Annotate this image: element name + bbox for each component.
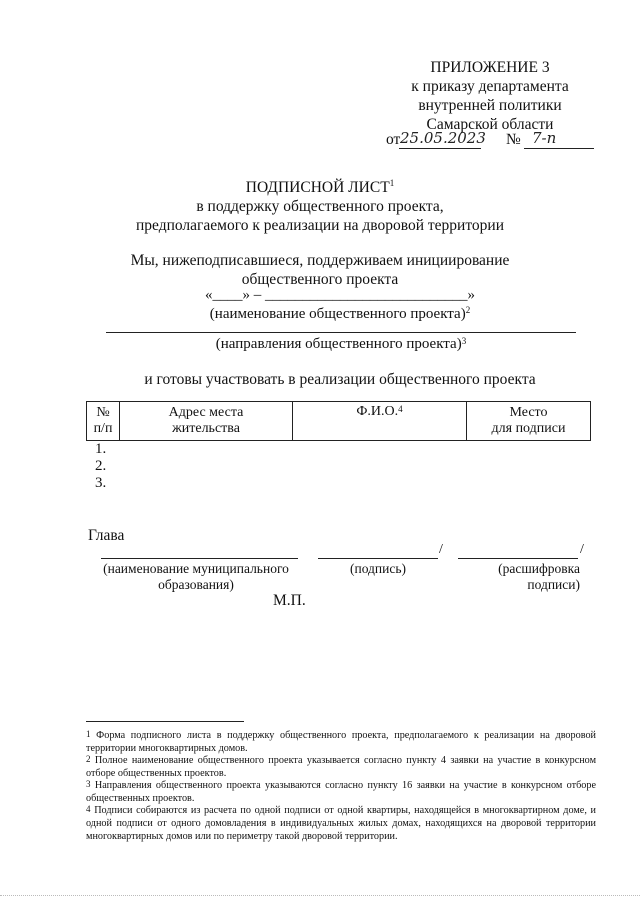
direction-caption: (направления общественного проекта)$^3$ (215, 336, 467, 352)
signature-line (318, 558, 438, 559)
col-signature-header: Место для подписи (467, 402, 591, 441)
municipality-line (101, 558, 298, 559)
footnote-4: $^4$ Подписи собираются из расчета по одной подписи от одной квартиры, находящейся в многоквартирном доме, и одной подписи от одного домовладения в индивидуальных жилых домах, находящихся на дворовой территории многоквартирных домов или по периметру такой дворовой территории. (86, 804, 597, 842)
footnote-2: $^2$ Полное наименование общественного проекта указывается согласно пункту 4 заявки на участие в конкурсном отборе общественных проектов. (86, 754, 597, 779)
title-block (60, 178, 580, 235)
footnote-ref-1: 1 (389, 178, 395, 188)
ready-text: и готовы участвовать в реализации общественного проекта (144, 371, 536, 388)
appendix-title: ПРИЛОЖЕНИЕ 3 (430, 59, 550, 76)
decoding-slash: / (580, 542, 584, 557)
appendix-line-1: к приказу департамента (411, 78, 569, 95)
signature-table (86, 401, 591, 441)
col-number-header: № п/п (87, 402, 120, 441)
appendix-header (380, 58, 600, 134)
head-label: Глава (88, 527, 125, 544)
from-label: от (386, 131, 401, 148)
intro-block (60, 251, 580, 289)
footnote-ref-2: 2 (465, 305, 471, 315)
doc-subtitle-2: предполагаемого к реализации на дворовой территории (135, 217, 504, 234)
table-row: 2. (95, 458, 107, 474)
appendix-line-3: Самарской области (426, 116, 554, 133)
scan-edge (0, 895, 640, 896)
footnote-ref-3: 3 (461, 336, 467, 346)
table-row-numbers (95, 441, 106, 492)
doc-title: ПОДПИСНОЙ ЛИСТ$^1$ (245, 178, 395, 196)
number-label: № (506, 131, 521, 148)
footnote-1: $^1$ Форма подписного листа в поддержку общественного проекта, предполагаемого к реализации на дворовой территории многоквартирных домов. (86, 729, 596, 754)
signature-slash: / (439, 542, 443, 557)
appendix-line-2: внутренней политики (418, 97, 562, 114)
order-date-row (386, 131, 596, 151)
col-address-header: Адрес места жительства (120, 402, 293, 441)
intro-line-1: Мы, нижеподписавшиеся, поддерживаем инициирование (130, 252, 510, 269)
stamp-label: М.П. (273, 592, 306, 609)
order-date: 25.05.2023 (400, 129, 486, 147)
municipality-caption: (наименование муниципального образования) (103, 561, 289, 592)
table-row: 3. (95, 475, 107, 491)
direction-field-line (106, 332, 576, 333)
project-name-caption: (наименование общественного проекта)$^2$ (209, 305, 471, 322)
table-row: 1. (95, 441, 107, 457)
project-name-line: «____» – ___________________________» (205, 287, 475, 303)
doc-subtitle-1: в поддержку общественного проекта, (196, 198, 444, 215)
decoding-caption: (расшифровка подписи) (498, 561, 580, 592)
intro-line-2: общественного проекта (241, 271, 399, 288)
order-number: 7-п (532, 129, 557, 147)
footnote-ref-4: 4 (398, 404, 403, 414)
table-header-row (87, 402, 591, 441)
footnote-3: $^3$ Направления общественного проекта указываются согласно пункту 16 заявки на участие в конкурсном отборе общественных проектов. (86, 779, 596, 804)
footnote-separator (86, 721, 244, 722)
decoding-line (458, 558, 578, 559)
col-fio-header: Ф.И.О.$^4$ (293, 402, 467, 441)
project-name-field (150, 286, 530, 324)
signature-caption: (подпись) (349, 561, 407, 576)
